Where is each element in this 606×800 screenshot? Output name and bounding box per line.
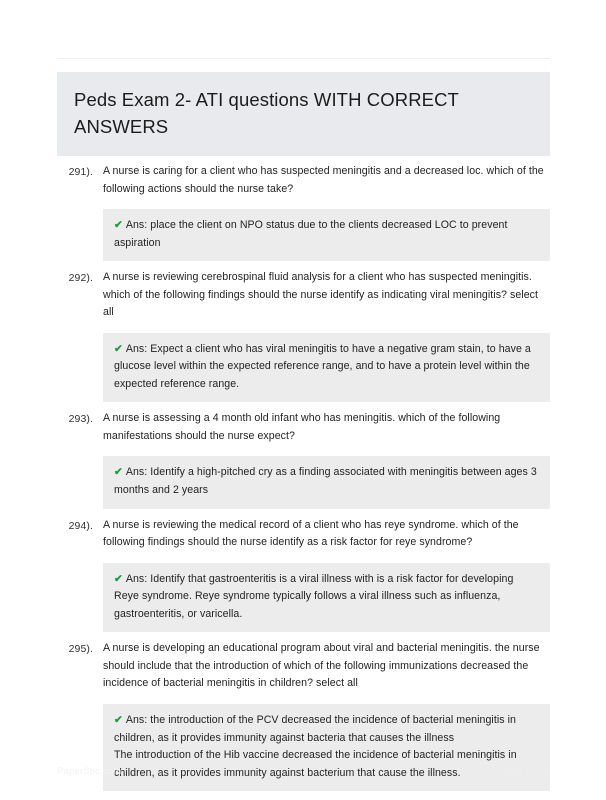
- question-text: A nurse is reviewing cerebrospinal fluid analysis for a client who has suspected meningitis. which of the following findings should the nurse identify as indicating viral meningitis? select all: [103, 271, 539, 319]
- answer-text: Ans: place the client on NPO status due to the clients decreased LOC to prevent aspiration: [114, 219, 508, 249]
- page-footer: [57, 766, 550, 777]
- question-body: [103, 269, 550, 402]
- question-row: [57, 517, 550, 633]
- question-block: [0, 517, 606, 633]
- question-number: 292).: [68, 272, 93, 285]
- question-row: [57, 410, 550, 508]
- answer-box: [103, 333, 550, 403]
- check-icon: ✔: [114, 572, 123, 585]
- question-row: [57, 163, 550, 261]
- question-text: A nurse is reviewing the medical record of a client who has reye syndrome. which of the following findings should the nurse identify as a risk factor for reye syndrome?: [103, 518, 519, 549]
- check-icon: ✔: [114, 342, 123, 355]
- answer-text: The introduction of the Hib vaccine decreased the incidence of bacterial meningitis in children, as it provides immunity against bacterium that cause the illness.: [114, 749, 517, 779]
- answer-text: Ans: Expect a client who has viral meningitis to have a negative gram stain, to have a glucose level within the expected reference range, and to have a protein level within the expected reference range.: [114, 342, 531, 390]
- answer-line: [114, 464, 539, 499]
- answer-line: [114, 217, 539, 252]
- question-row: [57, 269, 550, 402]
- answer-line: [114, 571, 539, 624]
- question-block: [0, 410, 606, 508]
- question-block: [0, 269, 606, 402]
- footer-page-number: Page 1 of 5: [499, 766, 550, 777]
- question-number: 294).: [68, 519, 93, 532]
- header-divider: [57, 58, 550, 59]
- question-block: [0, 163, 606, 261]
- answer-line: [114, 341, 539, 394]
- question-number: 291).: [68, 166, 93, 178]
- check-icon: ✔: [114, 466, 123, 479]
- answer-text: Ans: Identify a high-pitched cry as a finding associated with meningitis between ages 3 months and 2 years: [114, 466, 537, 497]
- footer-watermark: PaperStic.com: [57, 766, 122, 777]
- answer-box: [103, 563, 550, 633]
- answer-box: [103, 704, 550, 791]
- question-number: 293).: [68, 413, 93, 426]
- question-body: [103, 163, 550, 261]
- question-number: 295).: [68, 643, 93, 656]
- answer-box: [103, 456, 550, 508]
- page-title: Peds Exam 2- ATI questions WITH CORRECT ANSWERS: [74, 89, 459, 137]
- answer-line: [114, 747, 539, 782]
- question-text: A nurse is assessing a 4 month old infant who has meningitis. which of the following manifestations should the nurse expect?: [103, 412, 501, 442]
- question-body: [103, 517, 550, 633]
- answer-line: [114, 712, 539, 747]
- question-body: [103, 410, 550, 508]
- answer-box: [103, 209, 550, 261]
- answer-text: Ans: the introduction of the PCV decreased the incidence of bacterial meningitis in children, as it provides immunity against bacteria that causes the illness: [114, 713, 516, 744]
- question-text: A nurse is caring for a client who has suspected meningitis and a decreased loc. which of the following actions should the nurse take?: [103, 165, 544, 195]
- question-list: [0, 163, 606, 799]
- document-header: [57, 72, 550, 156]
- answer-text: Ans: Identify that gastroenteritis is a viral illness with is a risk factor for developing Reye syndrome. Reye syndrome typically follows a viral illness such as influenza, gastroenteritis, or varicella.: [114, 572, 514, 620]
- check-icon: ✔: [114, 713, 123, 726]
- check-icon: ✔: [114, 219, 123, 231]
- question-text: A nurse is developing an educational program about viral and bacterial meningitis. the nurse should include that the introduction of which of the following immunizations decreased the incidence of bacterial meningitis in children? select all: [103, 642, 540, 690]
